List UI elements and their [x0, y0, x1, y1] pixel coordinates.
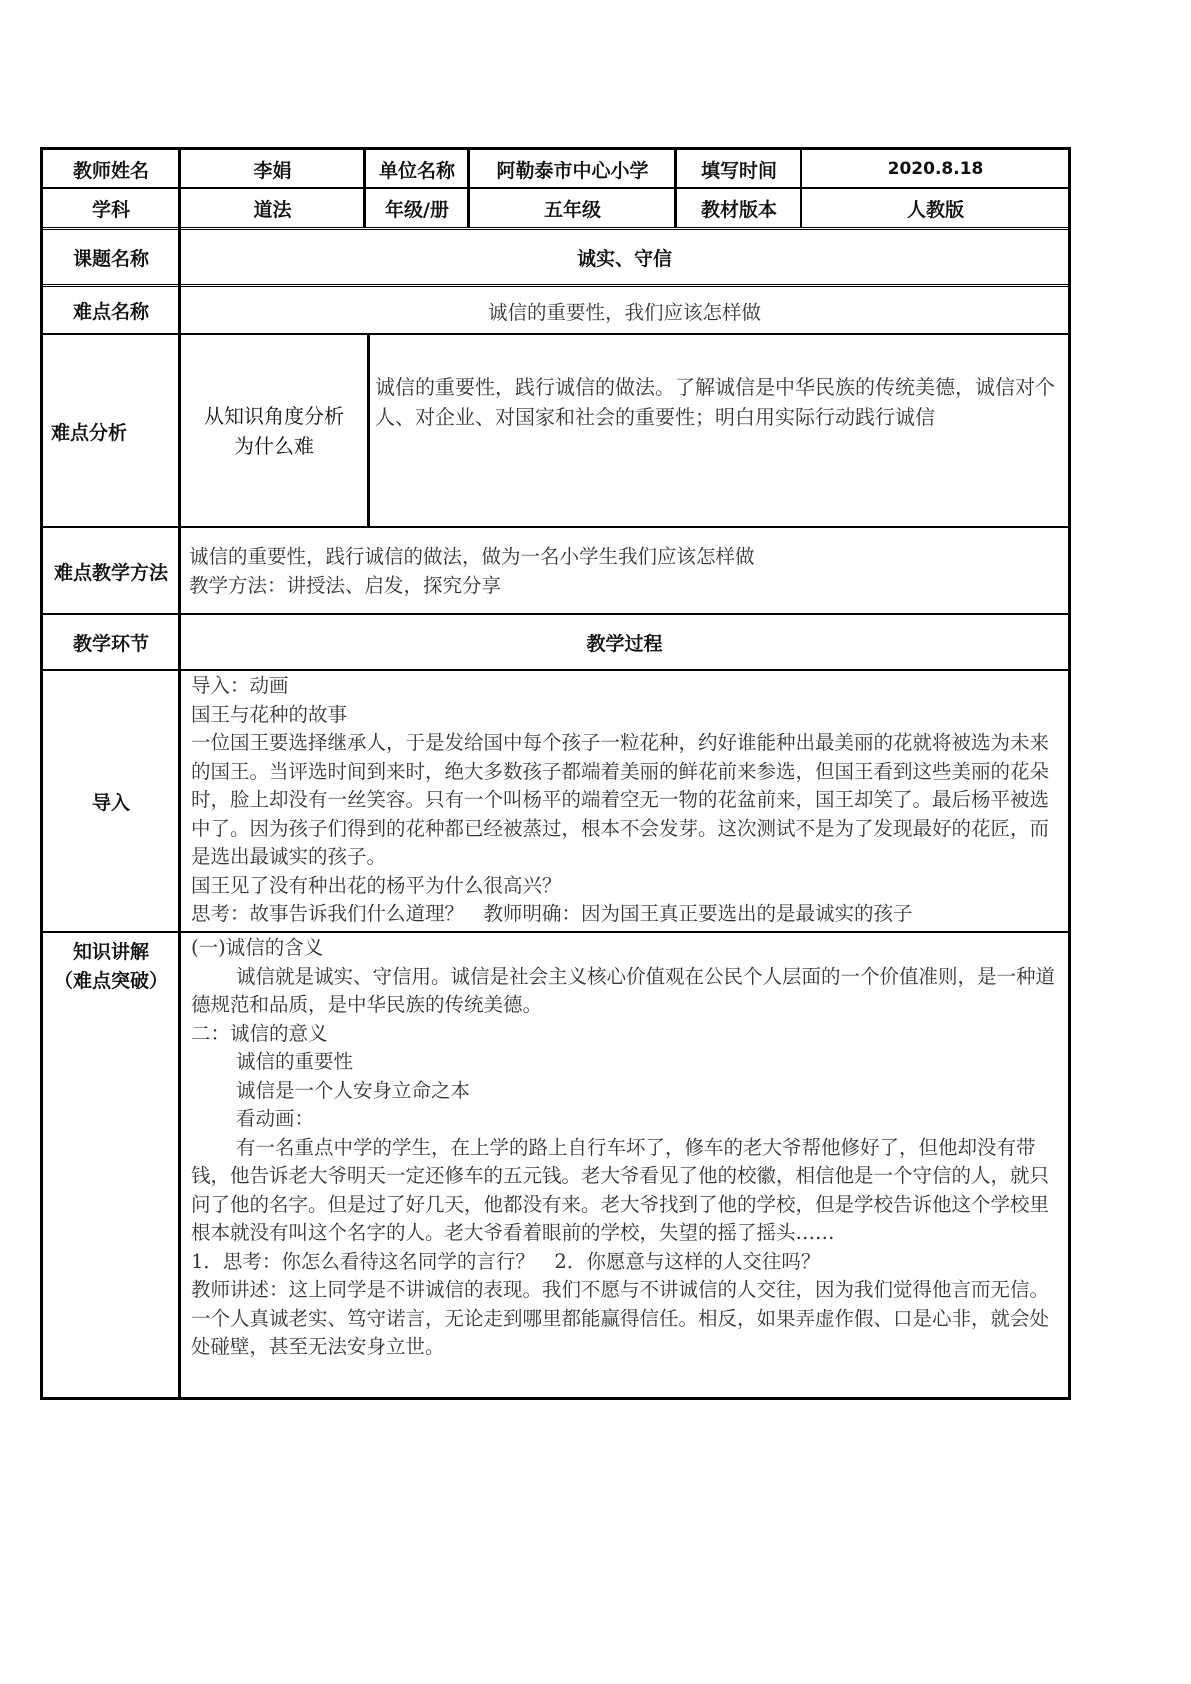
analysis-label: 难点分析 — [51, 421, 128, 444]
analysis-content: 诚信的重要性，践行诚信的做法。了解诚信是中华民族的传统美德，诚信对个人、对企业、对国家和社会的重要性；明白用实际行动践行诚信 — [375, 375, 1055, 429]
intro-line: 思考：故事告诉我们什么道理？ 教师明确：因为国王真正要选出的是最诚实的孩子 — [191, 902, 913, 925]
method-label: 难点教学方法 — [53, 561, 168, 584]
knowledge-story: 有一名重点中学的学生，在上学的路上自行车坏了，修车的老大爷帮他修好了，但他却没有带钱，他告诉老大爷明天一定还修车的五元钱。老大爷看见了他的校徽，相信他是一个守信的人，就只问了他的名字。但是过了好几天，他都没有来。老大爷找到了他的学校，但是学校告诉他这个学校里根本就没有叫这个名字的人。老大爷看着眼前的学校，失望的摇了摇头…… — [191, 1135, 1050, 1244]
edition-label: 教材版本 — [700, 198, 777, 221]
edition-value: 人教版 — [906, 198, 964, 221]
method-line: 教学方法：讲授法、启发，探究分享 — [189, 573, 502, 597]
unit-name-value: 阿勒泰市中心小学 — [496, 159, 649, 182]
knowledge-line: 二：诚信的意义 — [191, 1021, 328, 1045]
fill-date-label: 填写时间 — [700, 159, 777, 182]
intro-label: 导入 — [91, 792, 130, 814]
knowledge-line: 看动画： — [236, 1107, 315, 1130]
knowledge-line: 诚信就是诚实、守信用。诚信是社会主义核心价值观在公民个人层面的一个价值准则，是一种道德规范和品质，是中华民族的传统美德。 — [191, 964, 1056, 1016]
intro-content — [191, 672, 1061, 929]
subject-value: 道法 — [253, 198, 292, 221]
col-divider — [367, 334, 370, 527]
knowledge-line: 诚信的重要性 — [236, 1050, 354, 1073]
method-line: 诚信的重要性，践行诚信的做法，做为一名小学生我们应该怎样做 — [189, 545, 755, 568]
process-label: 教学过程 — [586, 633, 663, 655]
grade-value: 五年级 — [543, 198, 601, 221]
teacher-name-value: 李娟 — [253, 159, 292, 182]
fill-date-value: 2020.8.18 — [887, 159, 984, 179]
knowledge-line: 诚信是一个人安身立命之本 — [236, 1078, 471, 1102]
teacher-name-label: 教师姓名 — [72, 159, 149, 182]
knowledge-label-line1: 知识讲解 — [72, 941, 149, 963]
knowledge-line: 教师讲述：这上同学是不讲诚信的表现。我们不愿与不讲诚信的人交往，因为我们觉得他言而无信。一个人真诚老实、笃守诺言，无论走到哪里都能赢得信任。相反，如果弄虚作假、口是心非，就会处处碰壁，甚至无法安身立世。 — [191, 1278, 1050, 1358]
unit-name-label: 单位名称 — [378, 159, 455, 182]
topic-value: 诚实、守信 — [576, 248, 672, 270]
analysis-sub-label-line2: 为什么难 — [234, 434, 314, 458]
topic-label: 课题名称 — [72, 248, 149, 270]
difficulty-value: 诚信的重要性，我们应该怎样做 — [487, 300, 761, 324]
row-divider — [43, 931, 1068, 933]
knowledge-content — [191, 934, 1061, 1362]
grade-label: 年级/册 — [385, 198, 449, 221]
lesson-plan-table — [40, 147, 1071, 1400]
intro-line: 导入：动画 — [191, 674, 289, 697]
intro-line: 国王见了没有种出花的杨平为什么很高兴？ — [191, 873, 562, 897]
knowledge-label-line2: （难点突破） — [53, 970, 168, 992]
knowledge-line: (一)诚信的含义 — [191, 936, 324, 959]
knowledge-label — [43, 938, 179, 996]
intro-line: 国王与花种的故事 — [191, 702, 348, 726]
subject-label: 学科 — [91, 198, 130, 221]
intro-story: 一位国王要选择继承人，于是发给国中每个孩子一粒花种，约好谁能种出最美丽的花就将被选为未来的国王。当评选时间到来时，绝大多数孩子都端着美丽的鲜花前来参选，但国王看到这些美丽的花朵时，脸上却没有一丝笑容。只有一个叫杨平的端着空无一物的花盆前来，国王却笑了。最后杨平被选中了。因为孩子们得到的花种都已经被蒸过，根本不会发芽。这次测试不是为了发现最好的花匠，而是选出最诚实的孩子。 — [191, 731, 1050, 868]
analysis-sub-label — [181, 335, 367, 527]
method-content — [189, 543, 1059, 600]
knowledge-line: 1．思考：你怎么看待这名同学的言行？ 2．你愿意与这样的人交往吗？ — [191, 1249, 821, 1273]
analysis-sub-label-line1: 从知识角度分析 — [204, 404, 344, 428]
process-step-label: 教学环节 — [72, 633, 149, 655]
difficulty-label: 难点名称 — [72, 301, 149, 323]
